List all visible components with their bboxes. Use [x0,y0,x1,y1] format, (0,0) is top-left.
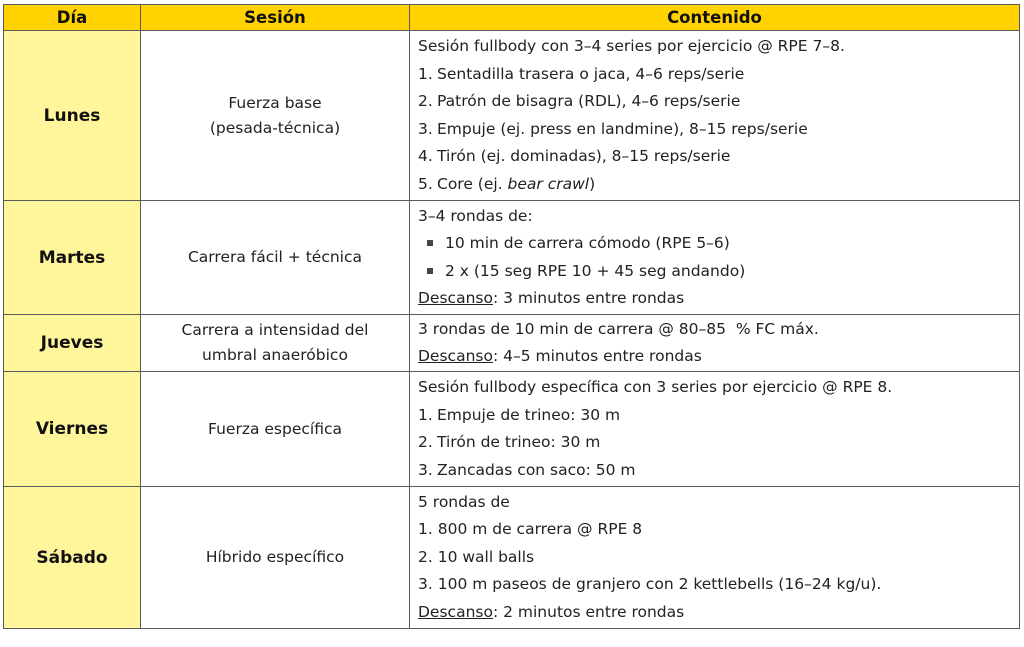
content-line [418,230,1011,258]
content-line [418,143,1011,171]
descanso-text: : 2 minutos entre rondas [492,602,685,621]
content-line [418,88,1011,116]
list-text: Core (ej. [437,174,508,193]
list-text: 2 x (15 seg RPE 10 + 45 seg andando) [445,261,746,280]
content-line: Sesión fullbody específica con 3 series por ejercicio @ RPE 8. [418,378,893,396]
content-line: 3. 100 m paseos de granjero con 2 kettlebells (16–24 kg/u). [418,575,882,594]
session-cell [141,372,410,487]
content-line: Sesión fullbody con 3–4 series por ejercicio @ RPE 7–8. [418,37,845,55]
session-cell [141,31,410,201]
list-text: Sentadilla trasera o jaca, 4–6 reps/serie [437,64,745,83]
list-number: 4. [418,147,433,165]
row-jueves [4,315,1020,372]
square-bullet-icon [427,240,433,246]
list-text-italic: bear crawl [507,174,590,193]
day-cell: Sábado [4,487,141,629]
session-cell [141,487,410,629]
session-line: Carrera a intensidad del [181,321,369,339]
session-line: (pesada-técnica) [209,118,341,137]
header-dia: Día [4,5,141,31]
content-line: 1. 800 m de carrera @ RPE 8 [418,520,643,539]
session-line: Carrera fácil + técnica [187,248,362,266]
row-sabado [4,487,1020,629]
descanso-label: Descanso [418,602,493,621]
content-line [418,343,1011,371]
session-line: umbral anaeróbico [202,346,348,364]
content-line [418,429,1011,457]
content-line [418,402,1011,430]
descanso-text: : 4–5 minutos entre rondas [492,347,702,365]
content-line [418,258,1011,286]
content-line: 2. 10 wall balls [418,547,535,566]
day-cell: Lunes [4,31,141,201]
list-number: 3. [418,119,433,138]
session-cell [141,201,410,315]
descanso-label: Descanso [418,289,493,307]
session-line: Híbrido específico [205,548,345,566]
day-cell: Viernes [4,372,141,487]
descanso-label: Descanso [418,347,493,365]
training-plan-table [3,4,1020,629]
content-line [418,171,1011,199]
row-lunes [4,31,1020,201]
list-text: Patrón de bisagra (RDL), 4–6 reps/serie [437,92,741,110]
content-cell [410,372,1020,487]
row-viernes [4,372,1020,487]
content-cell [410,487,1020,629]
descanso-text: : 3 minutos entre rondas [492,289,685,307]
content-line [418,116,1011,144]
header-contenido: Contenido [410,5,1020,31]
list-number: 3. [418,460,433,479]
row-martes [4,201,1020,315]
list-text: 10 min de carrera cómodo (RPE 5–6) [445,234,730,252]
list-text: Zancadas con saco: 50 m [437,460,636,479]
list-text: ) [589,174,596,193]
list-number: 2. [418,92,433,110]
list-text: Tirón de trineo: 30 m [437,433,601,451]
session-line: Fuerza base [228,93,322,112]
list-text: Tirón (ej. dominadas), 8–15 reps/serie [437,147,731,165]
content-line: 3 rondas de 10 min de carrera @ 80–85 % FC máx. [418,319,819,338]
list-text: Empuje (ej. press en landmine), 8–15 reps/serie [437,119,808,138]
list-text: Empuje de trineo: 30 m [437,405,621,424]
header-sesion: Sesión [141,5,410,31]
day-cell: Martes [4,201,141,315]
list-number: 1. [418,64,433,83]
session-line: Fuerza específica [208,419,342,438]
content-line [418,285,1011,313]
content-line: 3–4 rondas de: [418,206,533,225]
content-line [418,457,1011,485]
day-cell: Jueves [4,315,141,372]
list-number: 1. [418,405,433,424]
header-row [4,5,1020,31]
content-line [418,61,1011,89]
content-line [418,599,1011,627]
square-bullet-icon [427,268,433,274]
content-cell [410,31,1020,201]
list-number: 2. [418,433,433,451]
content-cell [410,201,1020,315]
list-number: 5. [418,174,433,193]
content-cell [410,315,1020,372]
session-cell [141,315,410,372]
content-line: 5 rondas de [418,492,510,511]
